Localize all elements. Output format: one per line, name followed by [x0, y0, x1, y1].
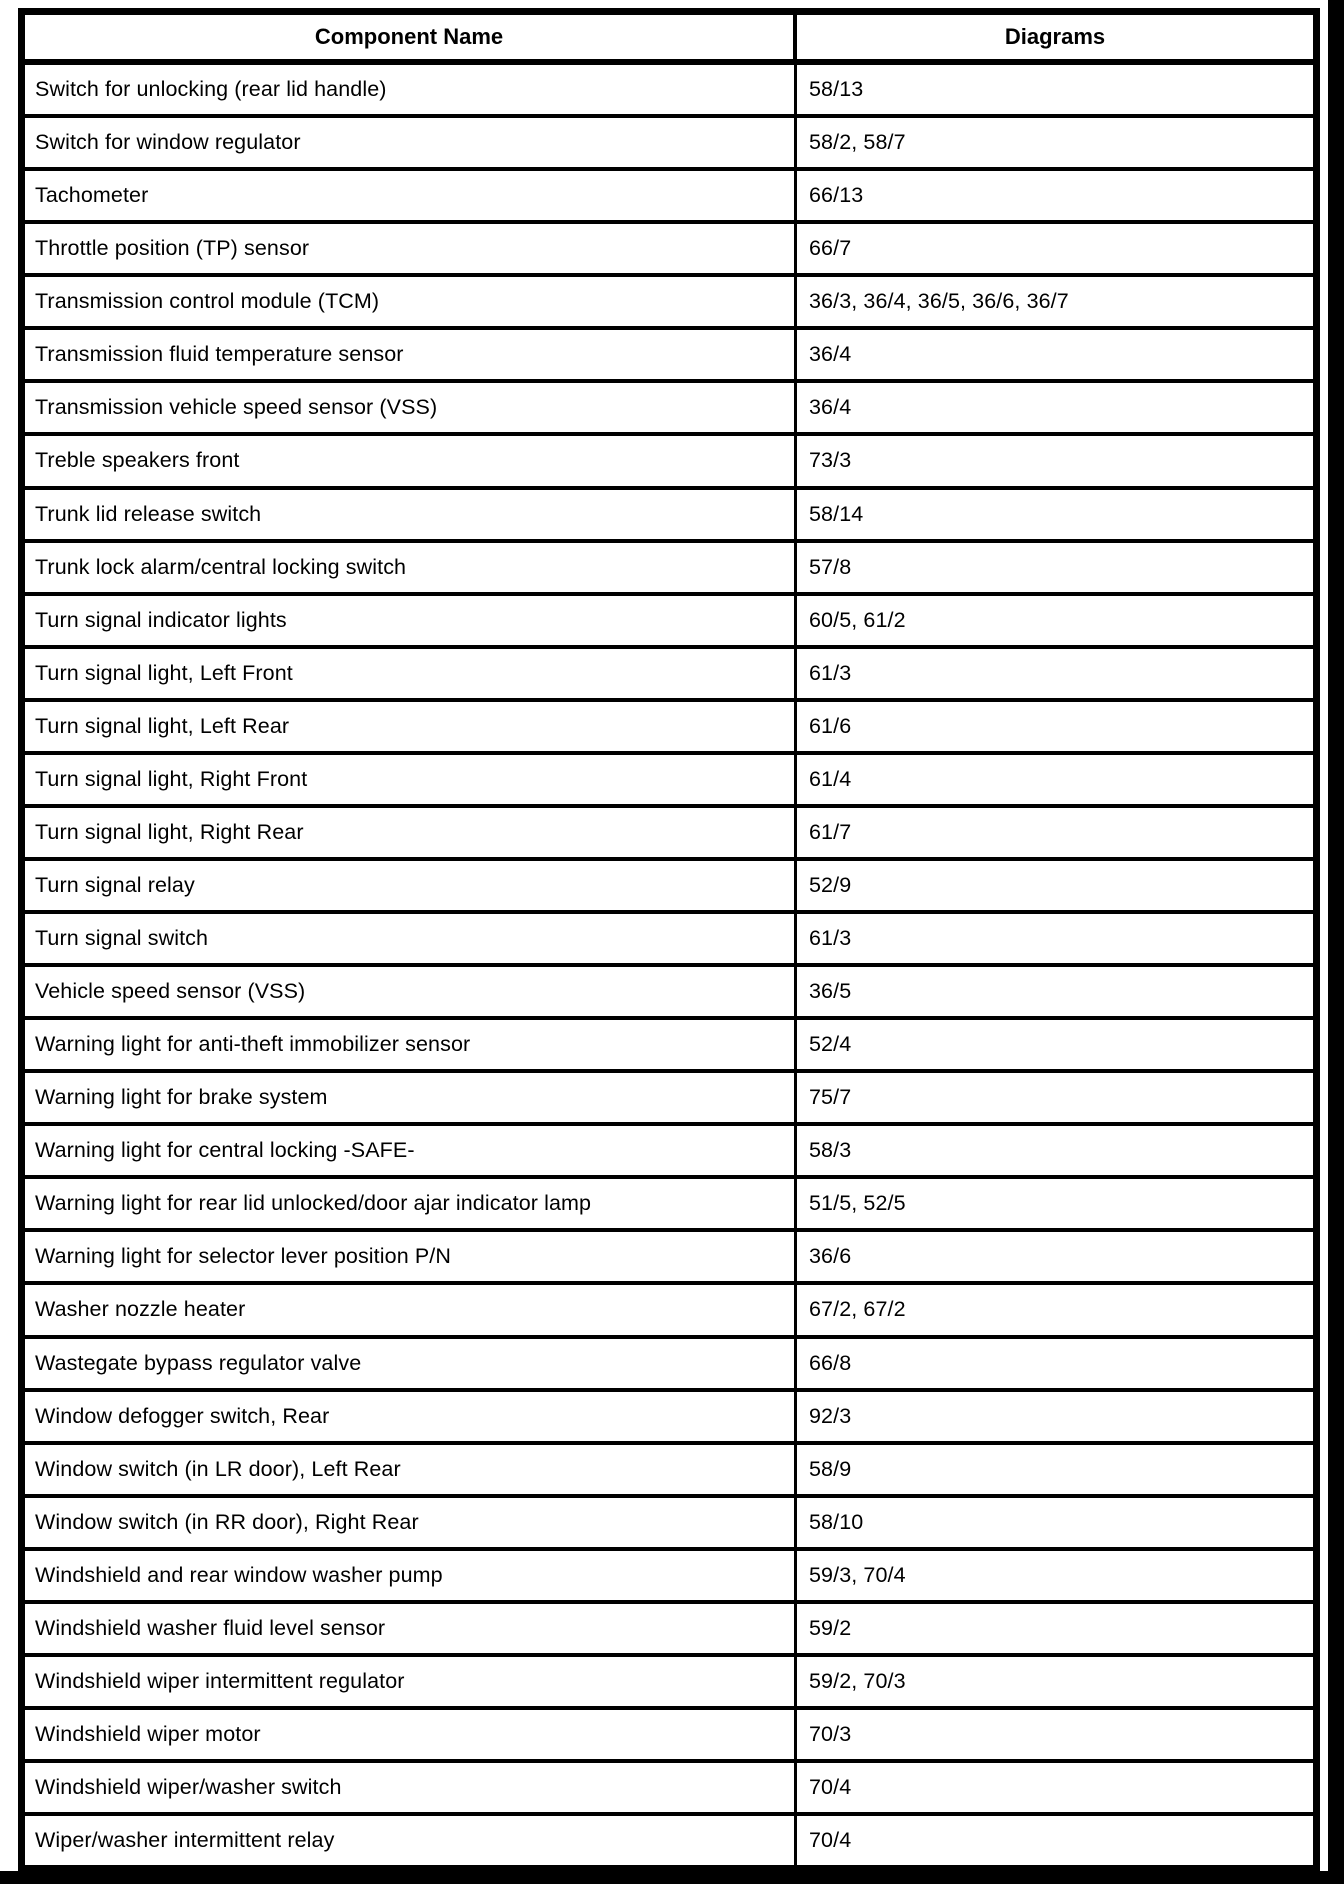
diagrams-cell: 61/6	[809, 713, 852, 738]
scan-edge-bar-bottom	[0, 1871, 1344, 1884]
component-name-header: Component Name	[25, 15, 797, 59]
diagrams-cell: 58/3	[809, 1138, 852, 1163]
diagrams-header: Diagrams	[1004, 24, 1106, 49]
table-row	[25, 649, 1313, 702]
scan-edge-bar-right	[1328, 0, 1344, 1884]
diagrams-cell: 61/3	[809, 926, 852, 951]
component-name-cell: Turn signal indicator lights	[25, 596, 797, 645]
table-row	[25, 967, 1313, 1020]
component-name-cell: Transmission fluid temperature sensor	[25, 330, 797, 379]
component-name-cell: Tachometer	[25, 171, 797, 220]
diagrams-cell: 59/2	[809, 1615, 852, 1640]
diagrams-cell: 66/7	[809, 236, 852, 261]
diagrams-cell: 61/7	[809, 819, 852, 844]
component-name-cell: Wiper/washer intermittent relay	[25, 1816, 797, 1865]
table-row	[25, 1232, 1313, 1285]
component-name-cell: Windshield washer fluid level sensor	[25, 1604, 797, 1653]
diagrams-cell: 36/6	[809, 1244, 852, 1269]
table-row	[25, 490, 1313, 543]
diagrams-cell: 52/4	[809, 1032, 852, 1057]
table-row	[25, 1073, 1313, 1126]
component-name-cell: Turn signal relay	[25, 861, 797, 910]
diagrams-cell: 59/2, 70/3	[809, 1668, 906, 1693]
table-header-row	[25, 15, 1313, 65]
table-row	[25, 1445, 1313, 1498]
table-row	[25, 277, 1313, 330]
table-row	[25, 1498, 1313, 1551]
component-name-cell: Trunk lid release switch	[25, 490, 797, 539]
component-name-cell: Wastegate bypass regulator valve	[25, 1339, 797, 1388]
table-row	[25, 1710, 1313, 1763]
diagrams-cell: 73/3	[809, 448, 852, 473]
diagrams-cell: 75/7	[809, 1085, 852, 1110]
component-name-cell: Throttle position (TP) sensor	[25, 224, 797, 273]
table-row	[25, 1179, 1313, 1232]
table-row	[25, 65, 1313, 118]
diagrams-cell: 36/4	[809, 342, 852, 367]
diagrams-cell: 61/3	[809, 660, 852, 685]
component-name-cell: Turn signal light, Right Front	[25, 755, 797, 804]
diagrams-cell: 58/10	[809, 1509, 864, 1534]
component-name-cell: Treble speakers front	[25, 436, 797, 485]
table-row	[25, 171, 1313, 224]
diagrams-cell: 52/9	[809, 872, 852, 897]
component-name-cell: Transmission control module (TCM)	[25, 277, 797, 326]
table-body	[25, 65, 1313, 1865]
component-name-cell: Trunk lock alarm/central locking switch	[25, 543, 797, 592]
component-name-cell: Warning light for brake system	[25, 1073, 797, 1122]
table-row	[25, 1392, 1313, 1445]
table-row	[25, 1551, 1313, 1604]
table-row	[25, 1816, 1313, 1865]
component-name-cell: Turn signal switch	[25, 914, 797, 963]
diagrams-cell: 67/2, 67/2	[809, 1297, 906, 1322]
diagrams-cell: 36/5	[809, 979, 852, 1004]
diagrams-cell: 59/3, 70/4	[809, 1562, 906, 1587]
table-row	[25, 383, 1313, 436]
component-name-cell: Turn signal light, Left Rear	[25, 702, 797, 751]
table-row	[25, 1339, 1313, 1392]
table-row	[25, 1285, 1313, 1338]
component-name-cell: Window switch (in RR door), Right Rear	[25, 1498, 797, 1547]
diagrams-cell: 58/2, 58/7	[809, 130, 906, 155]
component-diagrams-table	[18, 8, 1320, 1872]
component-name-cell: Transmission vehicle speed sensor (VSS)	[25, 383, 797, 432]
component-name-cell: Warning light for central locking -SAFE-	[25, 1126, 797, 1175]
component-name-cell: Windshield wiper/washer switch	[25, 1763, 797, 1812]
table-row	[25, 808, 1313, 861]
diagrams-cell: 66/8	[809, 1350, 852, 1375]
table-row	[25, 702, 1313, 755]
diagrams-cell: 57/8	[809, 554, 852, 579]
diagrams-cell: 66/13	[809, 183, 864, 208]
diagrams-cell: 60/5, 61/2	[809, 607, 906, 632]
table-row	[25, 543, 1313, 596]
component-name-cell: Warning light for anti-theft immobilizer sensor	[25, 1020, 797, 1069]
table-row	[25, 861, 1313, 914]
component-name-cell: Switch for unlocking (rear lid handle)	[25, 65, 797, 114]
diagrams-cell: 58/14	[809, 501, 864, 526]
table-row	[25, 914, 1313, 967]
diagrams-cell: 70/3	[809, 1721, 852, 1746]
component-name-cell: Window switch (in LR door), Left Rear	[25, 1445, 797, 1494]
component-name-cell: Washer nozzle heater	[25, 1285, 797, 1334]
table-row	[25, 224, 1313, 277]
table-row	[25, 1126, 1313, 1179]
diagrams-cell: 58/13	[809, 77, 864, 102]
component-name-cell: Vehicle speed sensor (VSS)	[25, 967, 797, 1016]
component-name-cell: Windshield and rear window washer pump	[25, 1551, 797, 1600]
component-name-cell: Warning light for selector lever position P/N	[25, 1232, 797, 1281]
table-row	[25, 330, 1313, 383]
component-name-cell: Switch for window regulator	[25, 118, 797, 167]
diagrams-cell: 61/4	[809, 766, 852, 791]
component-name-cell: Warning light for rear lid unlocked/door ajar indicator lamp	[25, 1179, 797, 1228]
table-row	[25, 1657, 1313, 1710]
diagrams-cell: 36/4	[809, 395, 852, 420]
component-name-cell: Turn signal light, Left Front	[25, 649, 797, 698]
table-row	[25, 118, 1313, 171]
table-row	[25, 1763, 1313, 1816]
table-row	[25, 1020, 1313, 1073]
component-name-cell: Turn signal light, Right Rear	[25, 808, 797, 857]
diagrams-cell: 58/9	[809, 1456, 852, 1481]
table-row	[25, 596, 1313, 649]
table-row	[25, 1604, 1313, 1657]
diagrams-cell: 92/3	[809, 1403, 852, 1428]
table-row	[25, 755, 1313, 808]
diagrams-cell: 70/4	[809, 1828, 852, 1853]
diagrams-cell: 70/4	[809, 1775, 852, 1800]
component-name-cell: Window defogger switch, Rear	[25, 1392, 797, 1441]
diagrams-cell: 51/5, 52/5	[809, 1191, 906, 1216]
component-name-cell: Windshield wiper intermittent regulator	[25, 1657, 797, 1706]
diagrams-cell: 36/3, 36/4, 36/5, 36/6, 36/7	[809, 289, 1069, 314]
table-row	[25, 436, 1313, 489]
component-name-cell: Windshield wiper motor	[25, 1710, 797, 1759]
